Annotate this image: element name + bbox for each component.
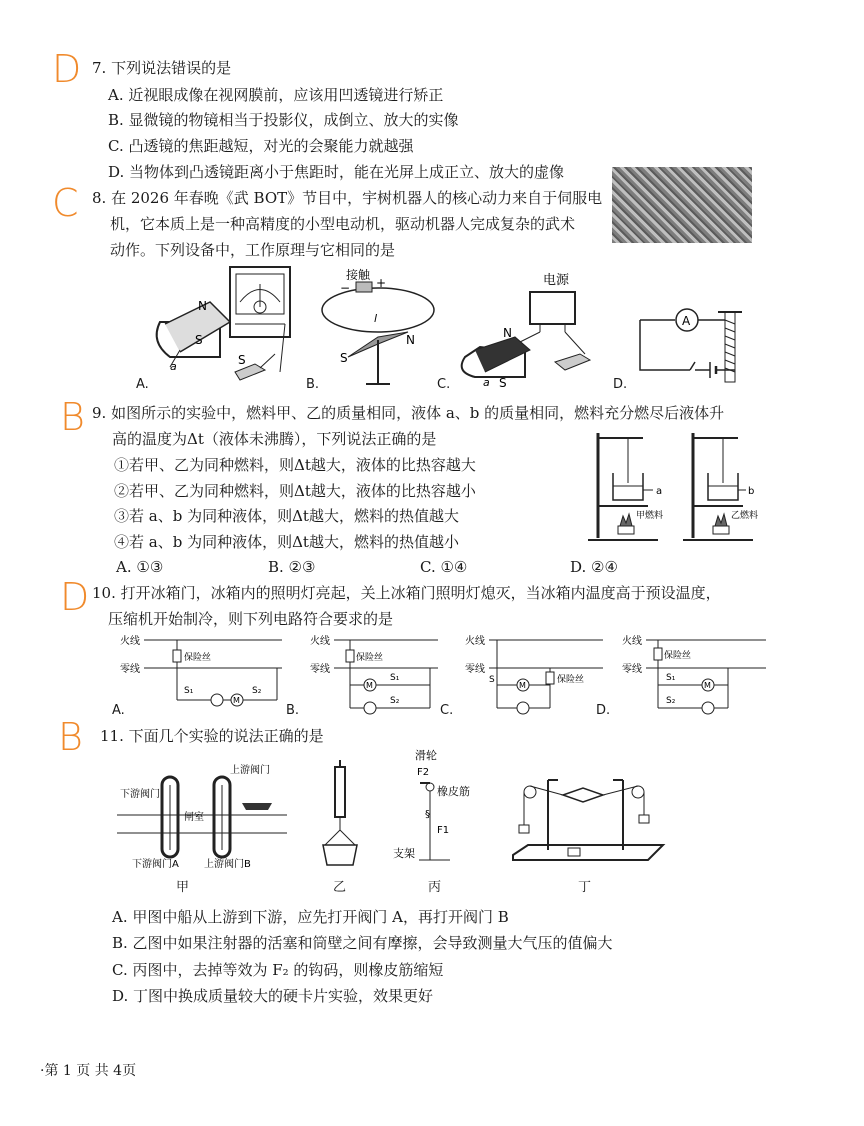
- q8-c-label-s: S: [499, 376, 507, 390]
- q10-circuit-b: [290, 630, 440, 720]
- q10-stem-line2: 压缩机开始制冷，则下列电路符合要求的是: [108, 610, 394, 628]
- handwritten-answer-q8: C: [52, 181, 79, 225]
- q11-figure-bing: [385, 745, 485, 875]
- q10-d-s2: S₂: [666, 696, 676, 706]
- q10-option-a-label: A.: [112, 703, 125, 718]
- svg-text:+: +: [376, 276, 387, 290]
- q8-option-b-label: B.: [306, 377, 320, 392]
- q11-label-lock: 闸室: [184, 812, 204, 823]
- q10-b-s2: S₂: [390, 696, 400, 706]
- q9-label-a: a: [656, 486, 663, 497]
- q10-c-live: 火线: [465, 636, 485, 647]
- q8-a-label-s: S: [195, 333, 203, 347]
- q10-d-motor: M: [704, 681, 711, 690]
- q11-caption-ding: 丁: [578, 880, 592, 895]
- q11-label-f1: F1: [437, 825, 450, 836]
- q7-option-b: B. 显微镜的物镜相当于投影仪，成倒立、放大的实像: [108, 111, 459, 129]
- q8-b-label-s: S: [340, 351, 348, 365]
- q9-stem-line1: 9. 如图所示的实验中，燃料甲、乙的质量相同，液体 a、b 的质量相同，燃料充分燃尽后液体升: [92, 404, 725, 422]
- q9-choice-d: D. ②④: [570, 558, 618, 576]
- q8-option-d-label: D.: [613, 377, 628, 392]
- q8-b-label-l: l: [374, 312, 378, 325]
- q10-a-motor: M: [233, 696, 240, 705]
- q8-d-ammeter-label: A: [682, 314, 691, 328]
- q10-a-fuse: 保险丝: [184, 653, 212, 663]
- q10-b-live: 火线: [310, 636, 330, 647]
- svg-text:§: §: [425, 809, 430, 820]
- q10-option-c-label: C.: [440, 703, 454, 718]
- q9-choice-b: B. ②③: [268, 558, 316, 576]
- q8-c-label-power: 电源: [543, 273, 570, 288]
- q8-a-label-a: a: [170, 360, 177, 373]
- q9-figure: [588, 428, 778, 546]
- q10-a-s2: S₂: [252, 686, 262, 696]
- q9-statement-3: ③若 a、b 为同种液体，则Δt越大，燃料的热值越大: [114, 507, 459, 525]
- q9-statement-4: ④若 a、b 为同种液体，则Δt越大，燃料的热值越小: [114, 533, 459, 551]
- q9-choice-c: C. ①④: [420, 558, 468, 576]
- q9-label-fuel-jia: 甲燃料: [636, 511, 664, 521]
- q11-label-pulley: 滑轮: [415, 749, 437, 762]
- q9-stem-line2: 高的温度为Δt（液体未沸腾），下列说法正确的是: [112, 430, 437, 448]
- q11-figure-yi: [310, 755, 370, 870]
- q8-figure-a: [140, 262, 300, 392]
- q10-c-neutral: 零线: [465, 664, 485, 675]
- q8-c-label-a: a: [483, 376, 490, 389]
- q7-stem: 7. 下列说法错误的是: [92, 59, 232, 77]
- q8-figure-d: [630, 290, 760, 390]
- q7-option-c: C. 凸透镜的焦距越短，对光的会聚能力就越强: [108, 137, 414, 155]
- q11-label-upper-gate: 上游阀门: [230, 765, 270, 776]
- q9-statement-1: ①若甲、乙为同种燃料，则Δt越大，液体的比热容越大: [114, 456, 476, 474]
- q9-statement-2: ②若甲、乙为同种燃料，则Δt越大，液体的比热容越小: [114, 482, 476, 500]
- q8-figure-b: [318, 262, 438, 392]
- q9-choice-a: A. ①③: [116, 558, 164, 576]
- q9-label-b: b: [748, 486, 755, 497]
- q11-label-rubber: 橡皮筋: [437, 785, 470, 798]
- q10-option-b-label: B.: [286, 703, 300, 718]
- q8-a-label-s2: S: [238, 353, 246, 367]
- q10-b-fuse: 保险丝: [356, 653, 384, 663]
- q10-b-neutral: 零线: [310, 664, 330, 675]
- q10-c-fuse: 保险丝: [557, 675, 585, 685]
- handwritten-answer-q11: B: [58, 715, 83, 759]
- q7-option-d: D. 当物体到凸透镜距离小于焦距时，能在光屏上成正立、放大的虚像: [108, 163, 565, 181]
- q11-caption-yi: 乙: [333, 880, 347, 895]
- q10-b-s1: S₁: [390, 673, 400, 683]
- q8-stem-line3: 动作。下列设备中，工作原理与它相同的是: [110, 241, 396, 259]
- q11-figure-jia: [112, 755, 292, 875]
- q11-label-upper-gate-b: 上游阀门B: [204, 859, 251, 870]
- q11-label-stand: 支架: [393, 847, 415, 860]
- q9-label-fuel-yi: 乙燃料: [731, 511, 759, 521]
- q10-d-neutral: 零线: [622, 664, 642, 675]
- handwritten-answer-q7: D: [52, 47, 82, 91]
- q11-label-lower-gate-a: 下游阀门A: [132, 859, 179, 870]
- q10-c-s: S: [489, 675, 495, 685]
- q10-circuit-a: [112, 630, 287, 720]
- q10-c-motor: M: [519, 681, 526, 690]
- q10-d-fuse: 保险丝: [664, 651, 692, 661]
- q10-b-motor: M: [366, 681, 373, 690]
- handwritten-answer-q9: B: [60, 395, 85, 439]
- q7-option-a: A. 近视眼成像在视网膜前，应该用凹透镜进行矫正: [108, 86, 444, 104]
- robot-photo: [612, 167, 752, 243]
- q10-circuit-d: [618, 630, 768, 720]
- q8-b-label-contact: 接触: [346, 268, 371, 282]
- q9-setup-yi: [683, 433, 753, 540]
- q8-figure-c: [455, 262, 615, 392]
- q11-option-b: B. 乙图中如果注射器的活塞和筒壁之间有摩擦，会导致测量大气压的值偏大: [112, 934, 613, 952]
- q10-option-d-label: D.: [596, 703, 611, 718]
- q10-a-s1: S₁: [184, 686, 194, 696]
- q11-figure-ding: [508, 760, 668, 875]
- svg-text:−: −: [340, 281, 351, 295]
- q9-setup-jia: [588, 433, 658, 540]
- handwritten-answer-q10: D: [60, 575, 90, 619]
- q11-label-f2: F2: [417, 767, 430, 778]
- q11-label-lower-gate: 下游阀门: [120, 789, 160, 800]
- q11-option-c: C. 丙图中，去掉等效为 F₂ 的钩码，则橡皮筋缩短: [112, 961, 444, 979]
- q11-option-a: A. 甲图中船从上游到下游，应先打开阀门 A，再打开阀门 B: [112, 908, 509, 926]
- q11-stem: 11. 下面几个实验的说法正确的是: [100, 727, 324, 745]
- q8-a-label-n: N: [198, 299, 207, 313]
- q8-b-label-n: N: [406, 333, 415, 347]
- q8-option-a-label: A.: [136, 377, 149, 392]
- q10-circuit-c: [455, 630, 605, 720]
- q11-option-d: D. 丁图中换成质量较大的硬卡片实验，效果更好: [112, 987, 434, 1005]
- q8-c-label-n: N: [503, 326, 512, 340]
- q8-stem-line1: 8. 在 2026 年春晚《武 BOT》节目中，宇树机器人的核心动力来自于伺服电: [92, 189, 603, 207]
- q10-a-live: 火线: [120, 636, 140, 647]
- page-footer: ·第 1 页 共 4页: [40, 1063, 137, 1079]
- q11-caption-jia: 甲: [176, 880, 190, 895]
- q11-caption-bing: 丙: [428, 880, 442, 895]
- q10-d-s1: S₁: [666, 673, 676, 683]
- q10-a-neutral: 零线: [120, 664, 140, 675]
- q10-d-live: 火线: [622, 636, 642, 647]
- q8-option-c-label: C.: [437, 377, 451, 392]
- q10-stem-line1: 10. 打开冰箱门，冰箱内的照明灯亮起，关上冰箱门照明灯熄灭，当冰箱内温度高于预设温度，: [92, 584, 721, 602]
- q8-stem-line2: 机，它本质上是一种高精度的小型电动机，驱动机器人完成复杂的武术: [110, 215, 576, 233]
